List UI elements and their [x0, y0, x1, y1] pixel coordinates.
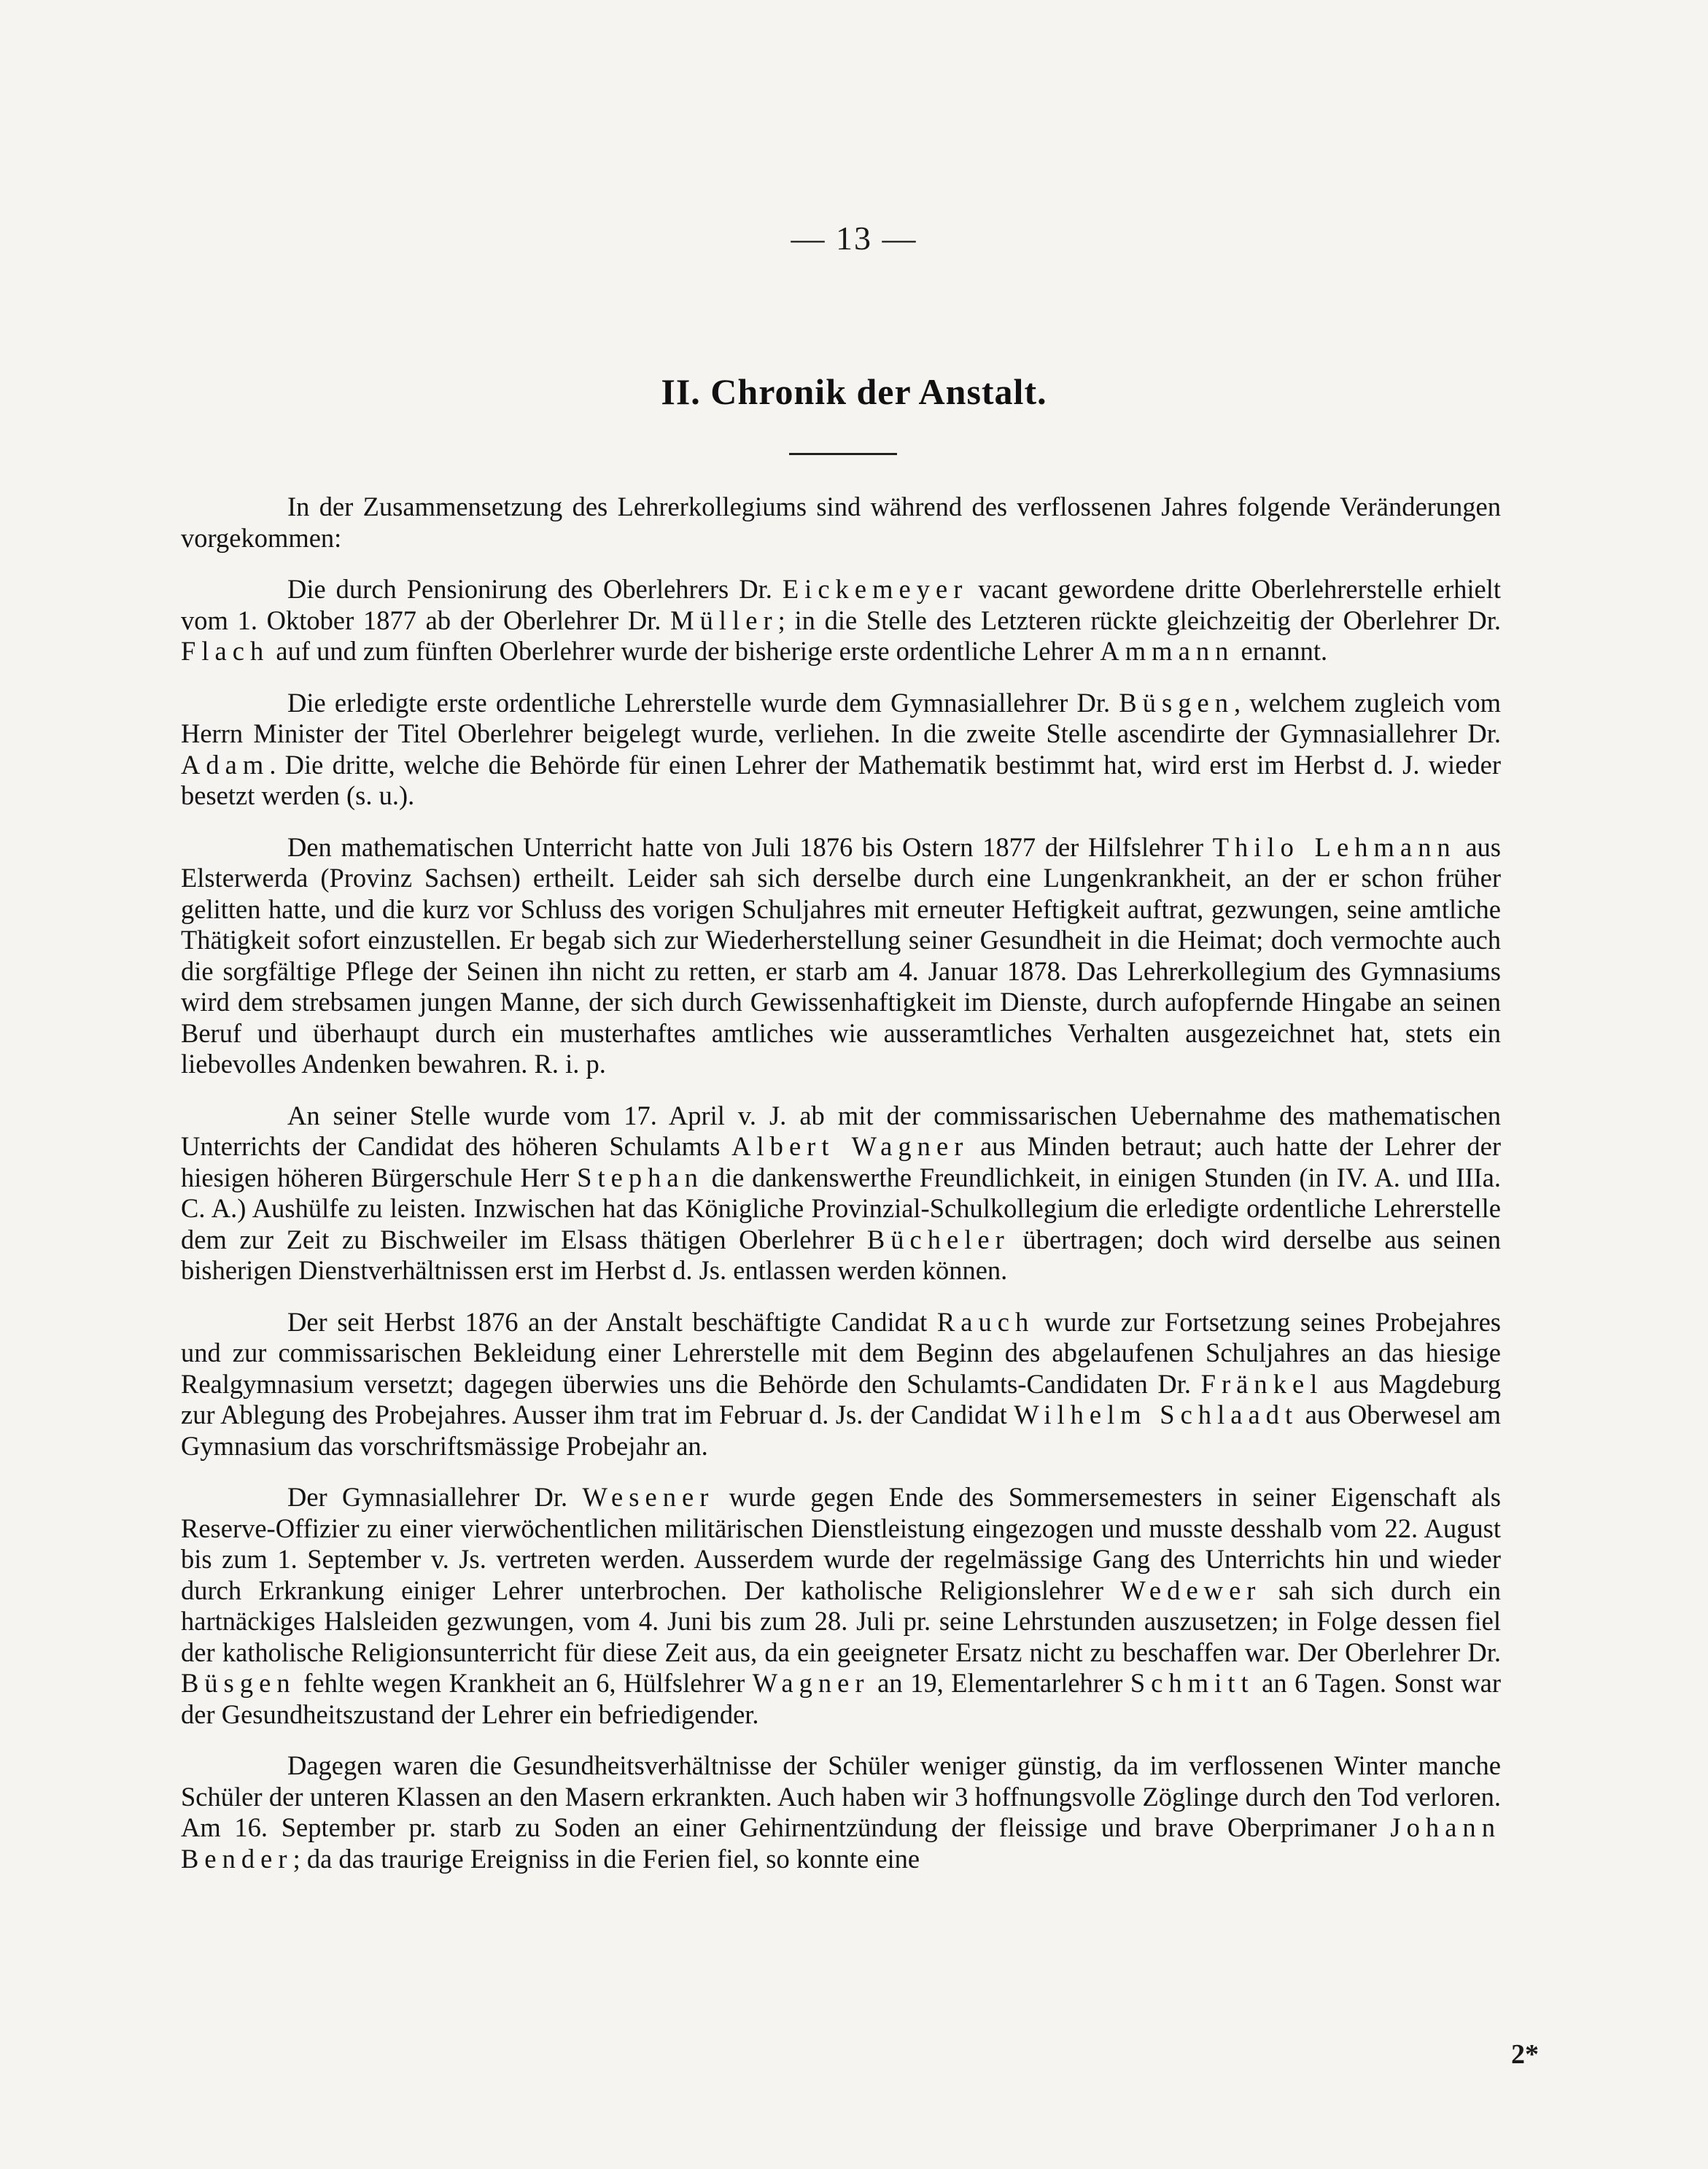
person-name: Rauch	[936, 1306, 1035, 1337]
paragraph-candidaten	[181, 1307, 1501, 1462]
signature-mark: 2*	[1511, 2039, 1539, 2070]
paragraph-lehrerstelle	[181, 688, 1501, 812]
text-run: . Die dritte, welche die Behörde für einen Lehrer der Mathematik bestimmt hat, wird erst im Herbst d. J. wieder besetzt werden (s. u.).	[181, 749, 1501, 810]
person-name: Adam	[181, 749, 270, 780]
text-run: ernannt.	[1234, 636, 1328, 666]
person-name: Thilo Lehmann	[1212, 831, 1456, 862]
person-name: Ammann	[1100, 636, 1235, 666]
person-name: Johann Bender	[181, 1812, 1501, 1874]
text-run: die dankenswerthe Freundlichkeit, in einigen Stunden (in IV. A. und IIIa. C. A.) Aushülfe zu leisten. Inzwischen hat das Königliche Provinzial-Schulkollegium die erledigte ordentliche Lehrerstelle dem zur Zeit zu Bischweiler im Elsass thätigen Oberlehrer	[181, 1162, 1501, 1254]
person-name: Albert Wagner	[731, 1131, 969, 1161]
text-run: an 6 Tagen. Sonst war der Gesundheitszustand der Lehrer ein befriedigender.	[181, 1668, 1501, 1729]
text-run: übertragen; doch wird derselbe aus seinen bisherigen Dienstverhältnissen erst im Herbst d. Js. entlassen werden können.	[181, 1224, 1501, 1285]
text-run: wurde zur Fortsetzung seines Probejahres und zur commissarischen Bekleidung einer Lehrerstelle mit dem Beginn des abgelaufenen Schuljahres an das hiesige Realgymnasium versetzt; dagegen überwies uns die Behörde den Schulamts-Candidaten Dr.	[181, 1306, 1501, 1399]
person-name: Müller	[670, 605, 778, 635]
text-run: fehlte wegen Krankheit an 6, Hülfslehrer	[295, 1668, 753, 1698]
title-divider	[789, 453, 897, 455]
text-run: , welchem zugleich vom Herrn Minister der Titel Oberlehrer beigelegt wurde, verliehen. In die zweite Stelle ascendirte der Gymnasiallehrer Dr.	[181, 687, 1501, 748]
text-run: aus Minden betraut; auch hatte der Lehrer der hiesigen höheren Bürgerschule Herr	[181, 1131, 1501, 1192]
text-run: An seiner Stelle wurde vom 17. April v. J. ab mit der commissarischen Uebernahme des mathematischen Unterrichts der Candidat des höheren Schulamts	[181, 1100, 1501, 1161]
text-run: Den mathematischen Unterricht hatte von Juli 1876 bis Ostern 1877 der Hilfslehrer	[287, 831, 1213, 862]
person-name: Wagner	[752, 1668, 870, 1698]
paragraph-nachfolge	[181, 1101, 1501, 1287]
text-run: Der Gymnasiallehrer Dr.	[287, 1482, 583, 1512]
text-run: Die durch Pensionirung des Oberlehrers Dr.	[287, 574, 783, 604]
text-run: aus Oberwesel am Gymnasium das vorschriftsmässige Probejahr an.	[181, 1400, 1501, 1461]
person-name: Schmitt	[1130, 1668, 1254, 1698]
person-name: Wilhelm Schlaadt	[1014, 1400, 1299, 1429]
person-name: Flach	[181, 636, 270, 666]
text-run: auf und zum fünften Oberlehrer wurde der bisherige erste ordentliche Lehrer	[269, 636, 1101, 666]
paragraph-schueler-gesundheit	[181, 1750, 1501, 1874]
paragraph-changes-intro	[181, 492, 1501, 554]
person-name: Stephan	[577, 1162, 704, 1192]
text-run: aus Magdeburg zur Ablegung des Probejahres. Ausser ihm trat im Februar d. Js. der Candidat	[181, 1368, 1501, 1429]
section-title: II. Chronik der Anstalt.	[661, 371, 1047, 412]
person-name: Fränkel	[1200, 1368, 1324, 1399]
text-run: vacant gewordene dritte Oberlehrerstelle erhielt vom 1. Oktober 1877 ab der Oberlehrer Dr.	[181, 574, 1501, 635]
text-run: Der seit Herbst 1876 an der Anstalt beschäftigte Candidat	[287, 1306, 937, 1337]
text-run: an 19, Elementarlehrer	[869, 1668, 1130, 1698]
text-run: In der Zusammensetzung des Lehrerkollegiums sind während des verflossenen Jahres folgende Veränderungen vorgekommen:	[181, 492, 1501, 553]
text-run: ; in die Stelle des Letzteren rückte gleichzeitig der Oberlehrer Dr.	[777, 605, 1501, 635]
page-number: — 13 —	[791, 220, 917, 257]
text-run: Die erledigte erste ordentliche Lehrerstelle wurde dem Gymnasiallehrer Dr.	[287, 687, 1119, 718]
paragraph-oberlehrer-stelle	[181, 574, 1501, 667]
body-text	[181, 492, 1501, 1895]
text-run: aus Elsterwerda (Provinz Sachsen) ertheilt. Leider sah sich derselbe durch eine Lungenkrankheit, an der er schon früher gelitten hatte, und die kurz vor Schluss des vorigen Schuljahres mit erneuter Heftigkeit auftrat, gezwungen, seine amtliche Thätigkeit sofort einzustellen. Er begab sich zur Wiederherstellung seiner Gesundheit in die Heimat; doch vermochte auch die sorgfältige Pflege der Seinen ihn nicht zu retten, er starb am 4. Januar 1878. Das Lehrerkollegium des Gymnasiums wird dem strebsamen jungen Manne, der sich durch Gewissenhaftigkeit im Dienste, durch aufopfernde Hingabe an seinen Beruf und überhaupt durch ein musterhaftes amtliches wie ausseramtliches Verhalten ausgezeichnet hat, stets ein liebevolles Andenken bewahren. R. i. p.	[181, 831, 1501, 1079]
text-run: wurde gegen Ende des Sommersemesters in seiner Eigenschaft als Reserve-Offizier zu einer vierwöchentlichen militärischen Dienstleistung eingezogen und musste desshalb vom 22. August bis zum 1. September v. Js. vertreten werden. Ausserdem wurde der regelmässige Gang des Unterrichts hin und wieder durch Erkrankung einiger Lehrer unterbrochen. Der katholische Religionslehrer	[181, 1482, 1501, 1605]
person-name: Wedewer	[1120, 1575, 1262, 1605]
person-name: Wesener	[582, 1482, 715, 1512]
paragraph-mathematik-lehmann	[181, 832, 1501, 1080]
person-name: Büsgen	[181, 1668, 296, 1698]
paragraph-vertretungen	[181, 1482, 1501, 1730]
person-name: Büsgen	[1119, 687, 1235, 718]
text-run: Dagegen waren die Gesundheitsverhältnisse der Schüler weniger günstig, da im verflossenen Winter manche Schüler der unteren Klassen an den Masern erkrankten. Auch haben wir 3 hoffnungsvolle Zöglinge durch den Tod verloren. Am 16. September pr. starb zu Soden an einer Gehirnentzündung der fleissige und brave Oberprimaner	[181, 1750, 1501, 1842]
text-run: ; da das traurige Ereigniss in die Ferien fiel, so konnte eine	[292, 1843, 920, 1874]
person-name: Bücheler	[866, 1224, 1010, 1254]
person-name: Eickemeyer	[782, 574, 968, 604]
text-run: sah sich durch ein hartnäckiges Halsleiden gezwungen, vom 4. Juni bis zum 28. Juli pr. seine Lehrstunden auszusetzen; in Folge dessen fiel der katholische Religionsunterricht für diese Zeit aus, da ein geeigneter Ersatz nicht zu beschaffen war. Der Oberlehrer Dr.	[181, 1575, 1501, 1667]
